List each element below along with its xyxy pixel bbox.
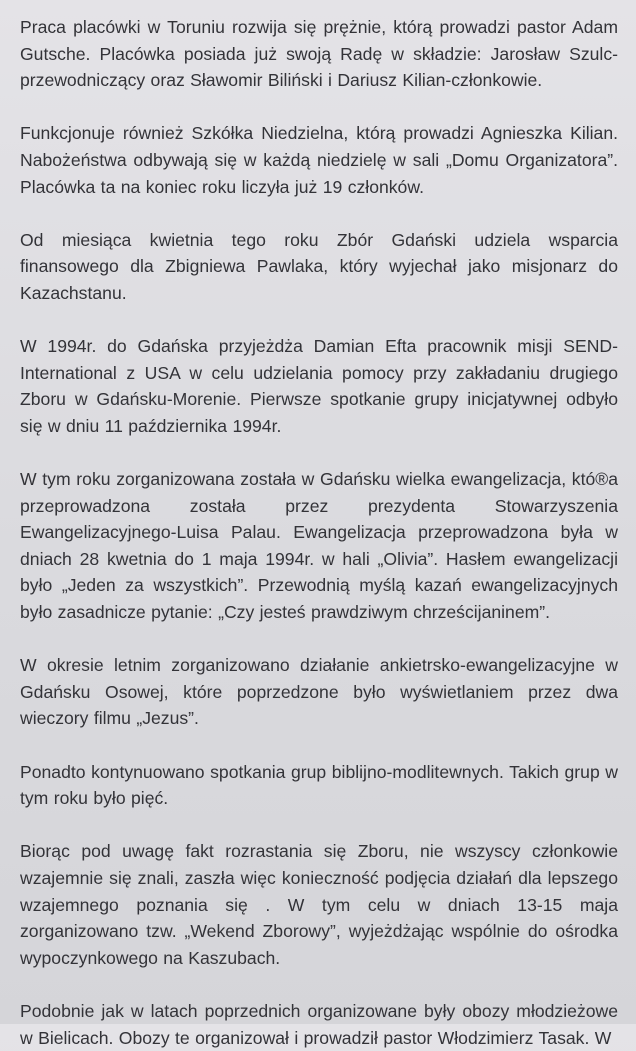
paragraph-evangelization: W tym roku zorganizowana została w Gdańsku wielka ewangelizacja, któ®a przeprowadzona została przez prezydenta Stowarzyszenia Ewangelizacyjnego-Luisa Palau. Ewangelizacja przeprowadzona była w dniach 28 kwetnia do 1 maja 1994r. w hali „Olivia”. Hasłem ewangelizacji było „Jeden za wszystkich”. Przewodnią myślą kazań ewangelizacyjnych było zasadnicze pytanie: „Czy jesteś prawdziwym chrześcijaninem”. bbox=[20, 469, 618, 623]
paragraph-summer-survey: W okresie letnim zorganizowano działanie ankietrsko-ewangelizacyjne w Gdańsku Osowej, które poprzedzone było wyświetlaniem przez dwa wieczory filmu „Jezus”. bbox=[20, 655, 618, 729]
paragraph-sunday-school: Funkcjonuje również Szkółka Niedzielna, którą prowadzi Agnieszka Kilian. Nabożeństwa odbywają się w każdą niedzielę w sali „Domu Organizatora”. Placówka ta na koniec roku liczyła już 19 członków. bbox=[20, 123, 618, 197]
paragraph-bible-groups: Ponadto kontynuowano spotkania grup biblijno-modlitewnych. Takich grup w tym roku było pięć. bbox=[20, 761, 618, 809]
paragraph-torun-branch: Praca placówki w Toruniu rozwija się prężnie, którą prowadzi pastor Adam Gutsche. Placówka posiada już swoją Radę w składzie: Jarosław Szulc-przewodniczący oraz Sławomir Biliński i Dariusz Kilian-członkowie. bbox=[20, 17, 618, 91]
paragraph-church-weekend: Biorąc pod uwagę fakt rozrastania się Zboru, nie wszyscy członkowie wzajemnie się znali, zaszła więc konieczność podjęcia działań dla lepszego wzajemnego poznania się . W tym celu w dniach 13-15 maja zorganizowano tzw. „Wekend Zborowy”, wyjeżdżając wspólnie do ośrodka wypoczynkowego na Kaszubach. bbox=[20, 841, 618, 968]
paragraph-missionary-support: Od miesiąca kwietnia tego roku Zbór Gdański udziela wsparcia finansowego dla Zbigniewa Pawlaka, który wyjechał jako misjonarz do Kazachstanu. bbox=[20, 229, 618, 303]
paragraph-second-church: W 1994r. do Gdańska przyjeżdża Damian Efta pracownik misji SEND-International z USA w celu udzielania pomocy przy zakładaniu drugiego Zboru w Gdańsku-Morenie. Pierwsze spotkanie grupy inicjatywnej odbyło się w dniu 11 października 1994r. bbox=[20, 336, 618, 436]
paragraph-youth-camps: Podobnie jak w latach poprzednich organizowane były obozy młodzieżowe w Bielicach. Obozy te organizował i prowadził pastor Włodzimierz Tasak. W bbox=[20, 1000, 618, 1048]
